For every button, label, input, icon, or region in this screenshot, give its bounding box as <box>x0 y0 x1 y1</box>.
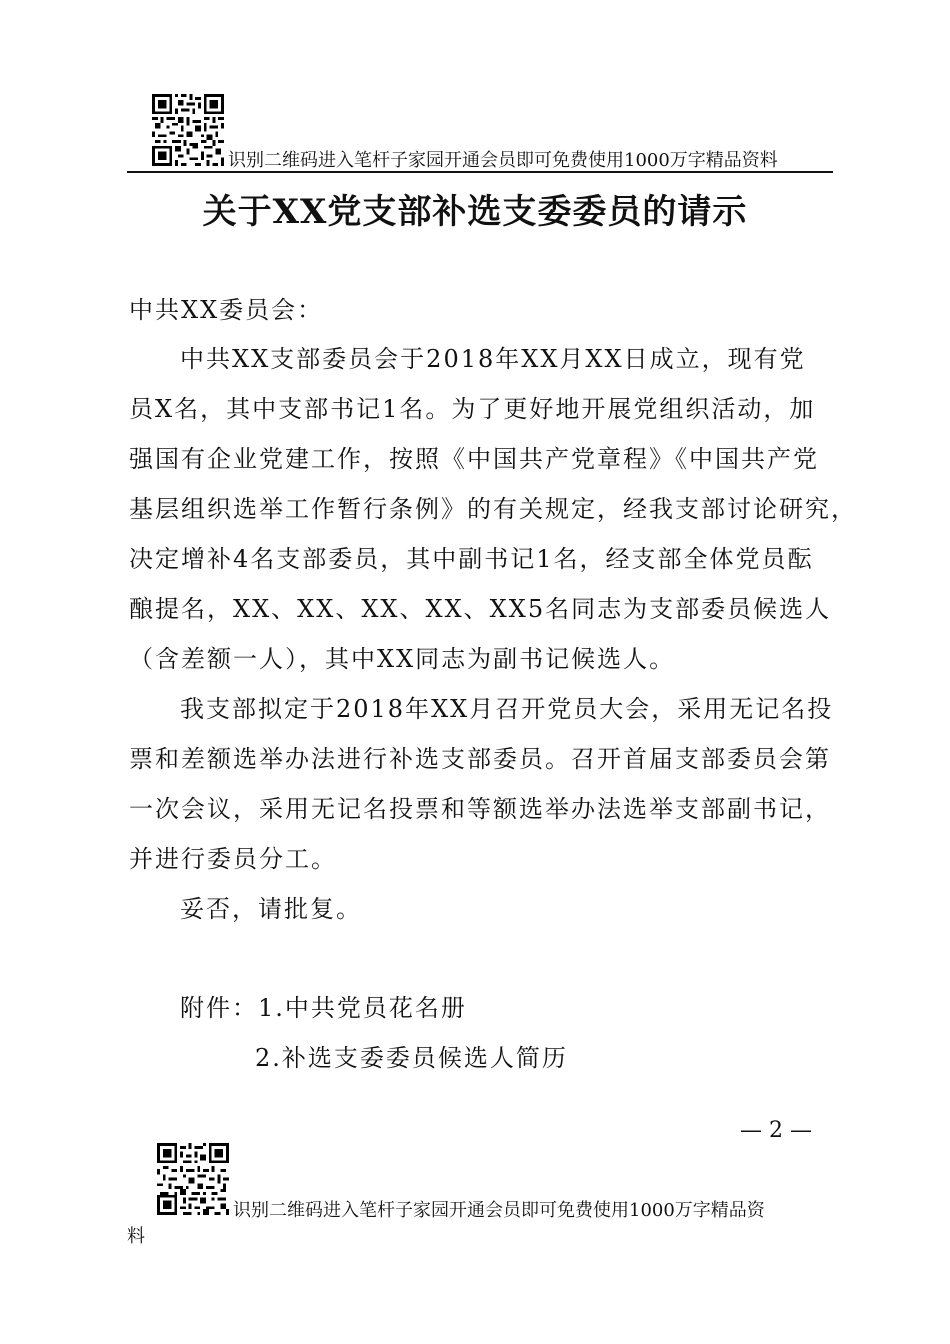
salutation: 中共XX委员会： <box>129 296 324 324</box>
body-line: 票和差额选举办法进行补选支部委员。召开首届支部委员会第 <box>129 745 831 773</box>
body-line: 决定增补4名支部委员，其中副书记1名，经支部全体党员酝 <box>129 545 814 573</box>
body-line: 并进行委员分工。 <box>129 845 337 873</box>
document-title: 关于XX党支部补选支委委员的请示 <box>202 192 748 232</box>
closing-line: 妥否，请批复。 <box>180 895 362 923</box>
body-line: 强国有企业党建工作，按照《中国共产党章程》《中国共产党 <box>129 445 819 473</box>
page-number: — 2 — <box>740 1118 812 1143</box>
body-line: 中共XX支部委员会于2018年XX月XX日成立，现有党 <box>180 345 806 373</box>
body-line: 我支部拟定于2018年XX月召开党员大会，采用无记名投 <box>180 695 834 723</box>
attachment-item: 2.补选支委委员候选人简历 <box>255 1044 568 1072</box>
attachment-item: 附件：1.中共党员花名册 <box>180 994 467 1022</box>
footer-banner-text-continued: 料 <box>127 1226 145 1247</box>
body-line: 基层组织选举工作暂行条例》的有关规定，经我支部讨论研究， <box>129 495 857 523</box>
footer-banner-text: 识别二维码进入笔杆子家园开通会员即可免费使用1000万字精品资 <box>233 1200 765 1221</box>
body-line: 一次会议，采用无记名投票和等额选举办法选举支部副书记， <box>129 795 831 823</box>
header-banner-text: 识别二维码进入笔杆子家园开通会员即可免费使用1000万字精品资料 <box>228 150 778 171</box>
body-line: （含差额一人），其中XX同志为副书记候选人。 <box>129 645 676 673</box>
header-divider <box>127 171 833 173</box>
footer-qr-code-icon[interactable] <box>157 1143 229 1215</box>
body-line: 酿提名，XX、XX、XX、XX、XX5名同志为支部委员候选人 <box>129 595 832 623</box>
body-line: 员X名，其中支部书记1名。为了更好地开展党组织活动，加 <box>129 395 816 423</box>
header-qr-code-icon[interactable] <box>152 94 224 166</box>
